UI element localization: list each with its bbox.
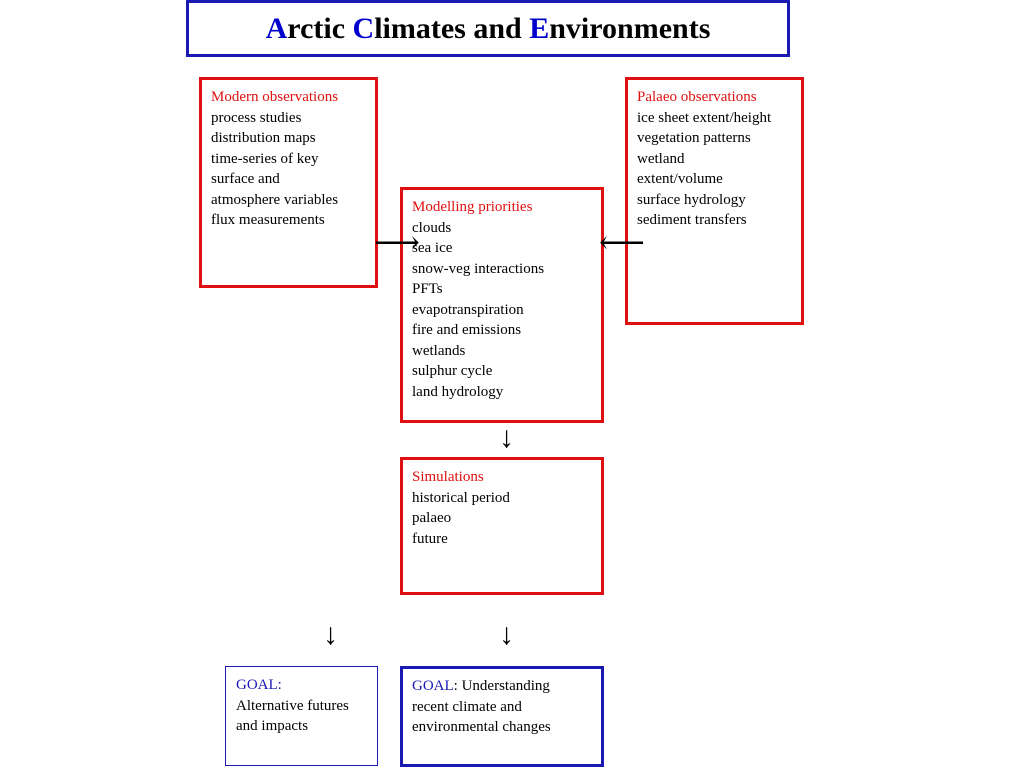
title-initial-c: C [352,11,375,45]
simulations-heading: Simulations [412,469,484,485]
title-initial-a: A [265,11,288,45]
simulations-box [400,457,604,595]
list-item: evapotranspiration [412,301,524,318]
modern-observations-list [211,108,366,231]
arrow-left-icon: ⟵ [599,224,645,260]
list-item: process studies [211,109,302,126]
modelling-priorities-list [412,218,592,403]
list-item: extent/volume [637,171,723,187]
title-initial-e: E [529,11,550,45]
list-item: sea ice [412,240,453,256]
list-item: atmosphere variables [211,191,339,208]
list-item: sulphur cycle [412,363,493,379]
list-item: surface hydrology [637,191,746,208]
goal-understanding-box [400,666,604,767]
goal-label: GOAL: [236,677,282,693]
goal-text-line: Alternative futures [236,697,349,714]
goal-text-line: and impacts [236,718,309,734]
diagram-title [186,0,790,57]
list-item: vegetation patterns [637,130,751,146]
arrow-down-icon: ↓ [499,618,514,651]
modern-observations-heading: Modern observations [211,89,339,105]
goal-text-line: recent climate and [412,698,522,715]
arrow-down-icon: ↓ [323,618,338,651]
list-item: snow-veg interactions [412,260,545,277]
list-item: land hydrology [412,383,504,400]
goal-first-line-rest: : Understanding [453,678,550,694]
title-rest-a: rctic [287,11,353,45]
modelling-priorities-heading: Modelling priorities [412,199,533,215]
title-rest-c: limates and [374,11,530,45]
arrow-right-icon: ⟶ [374,224,420,260]
list-item: historical period [412,489,510,506]
list-item: time-series of key [211,150,319,167]
goal-first-line [412,676,592,697]
list-item: future [412,530,448,547]
goal-label: GOAL [412,678,454,694]
modern-observations-box [199,77,378,288]
simulations-list [412,488,592,550]
arrow-down-icon: ↓ [499,421,514,454]
list-item: surface and [211,171,280,187]
list-item: flux measurements [211,212,325,228]
goal-alternative-futures-box [225,666,378,766]
palaeo-observations-heading: Palaeo observations [637,89,757,105]
list-item: wetland [637,150,685,167]
goal-text-line: environmental changes [412,719,551,735]
list-item: PFTs [412,281,443,297]
title-rest-e: nvironments [549,11,711,45]
palaeo-observations-list [637,108,792,231]
list-item: ice sheet extent/height [637,109,772,126]
list-item: clouds [412,219,452,236]
list-item: wetlands [412,342,466,359]
modelling-priorities-box [400,187,604,423]
list-item: sediment transfers [637,212,747,228]
list-item: fire and emissions [412,322,522,338]
list-item: palaeo [412,510,452,526]
list-item: distribution maps [211,130,316,146]
palaeo-observations-box [625,77,804,325]
